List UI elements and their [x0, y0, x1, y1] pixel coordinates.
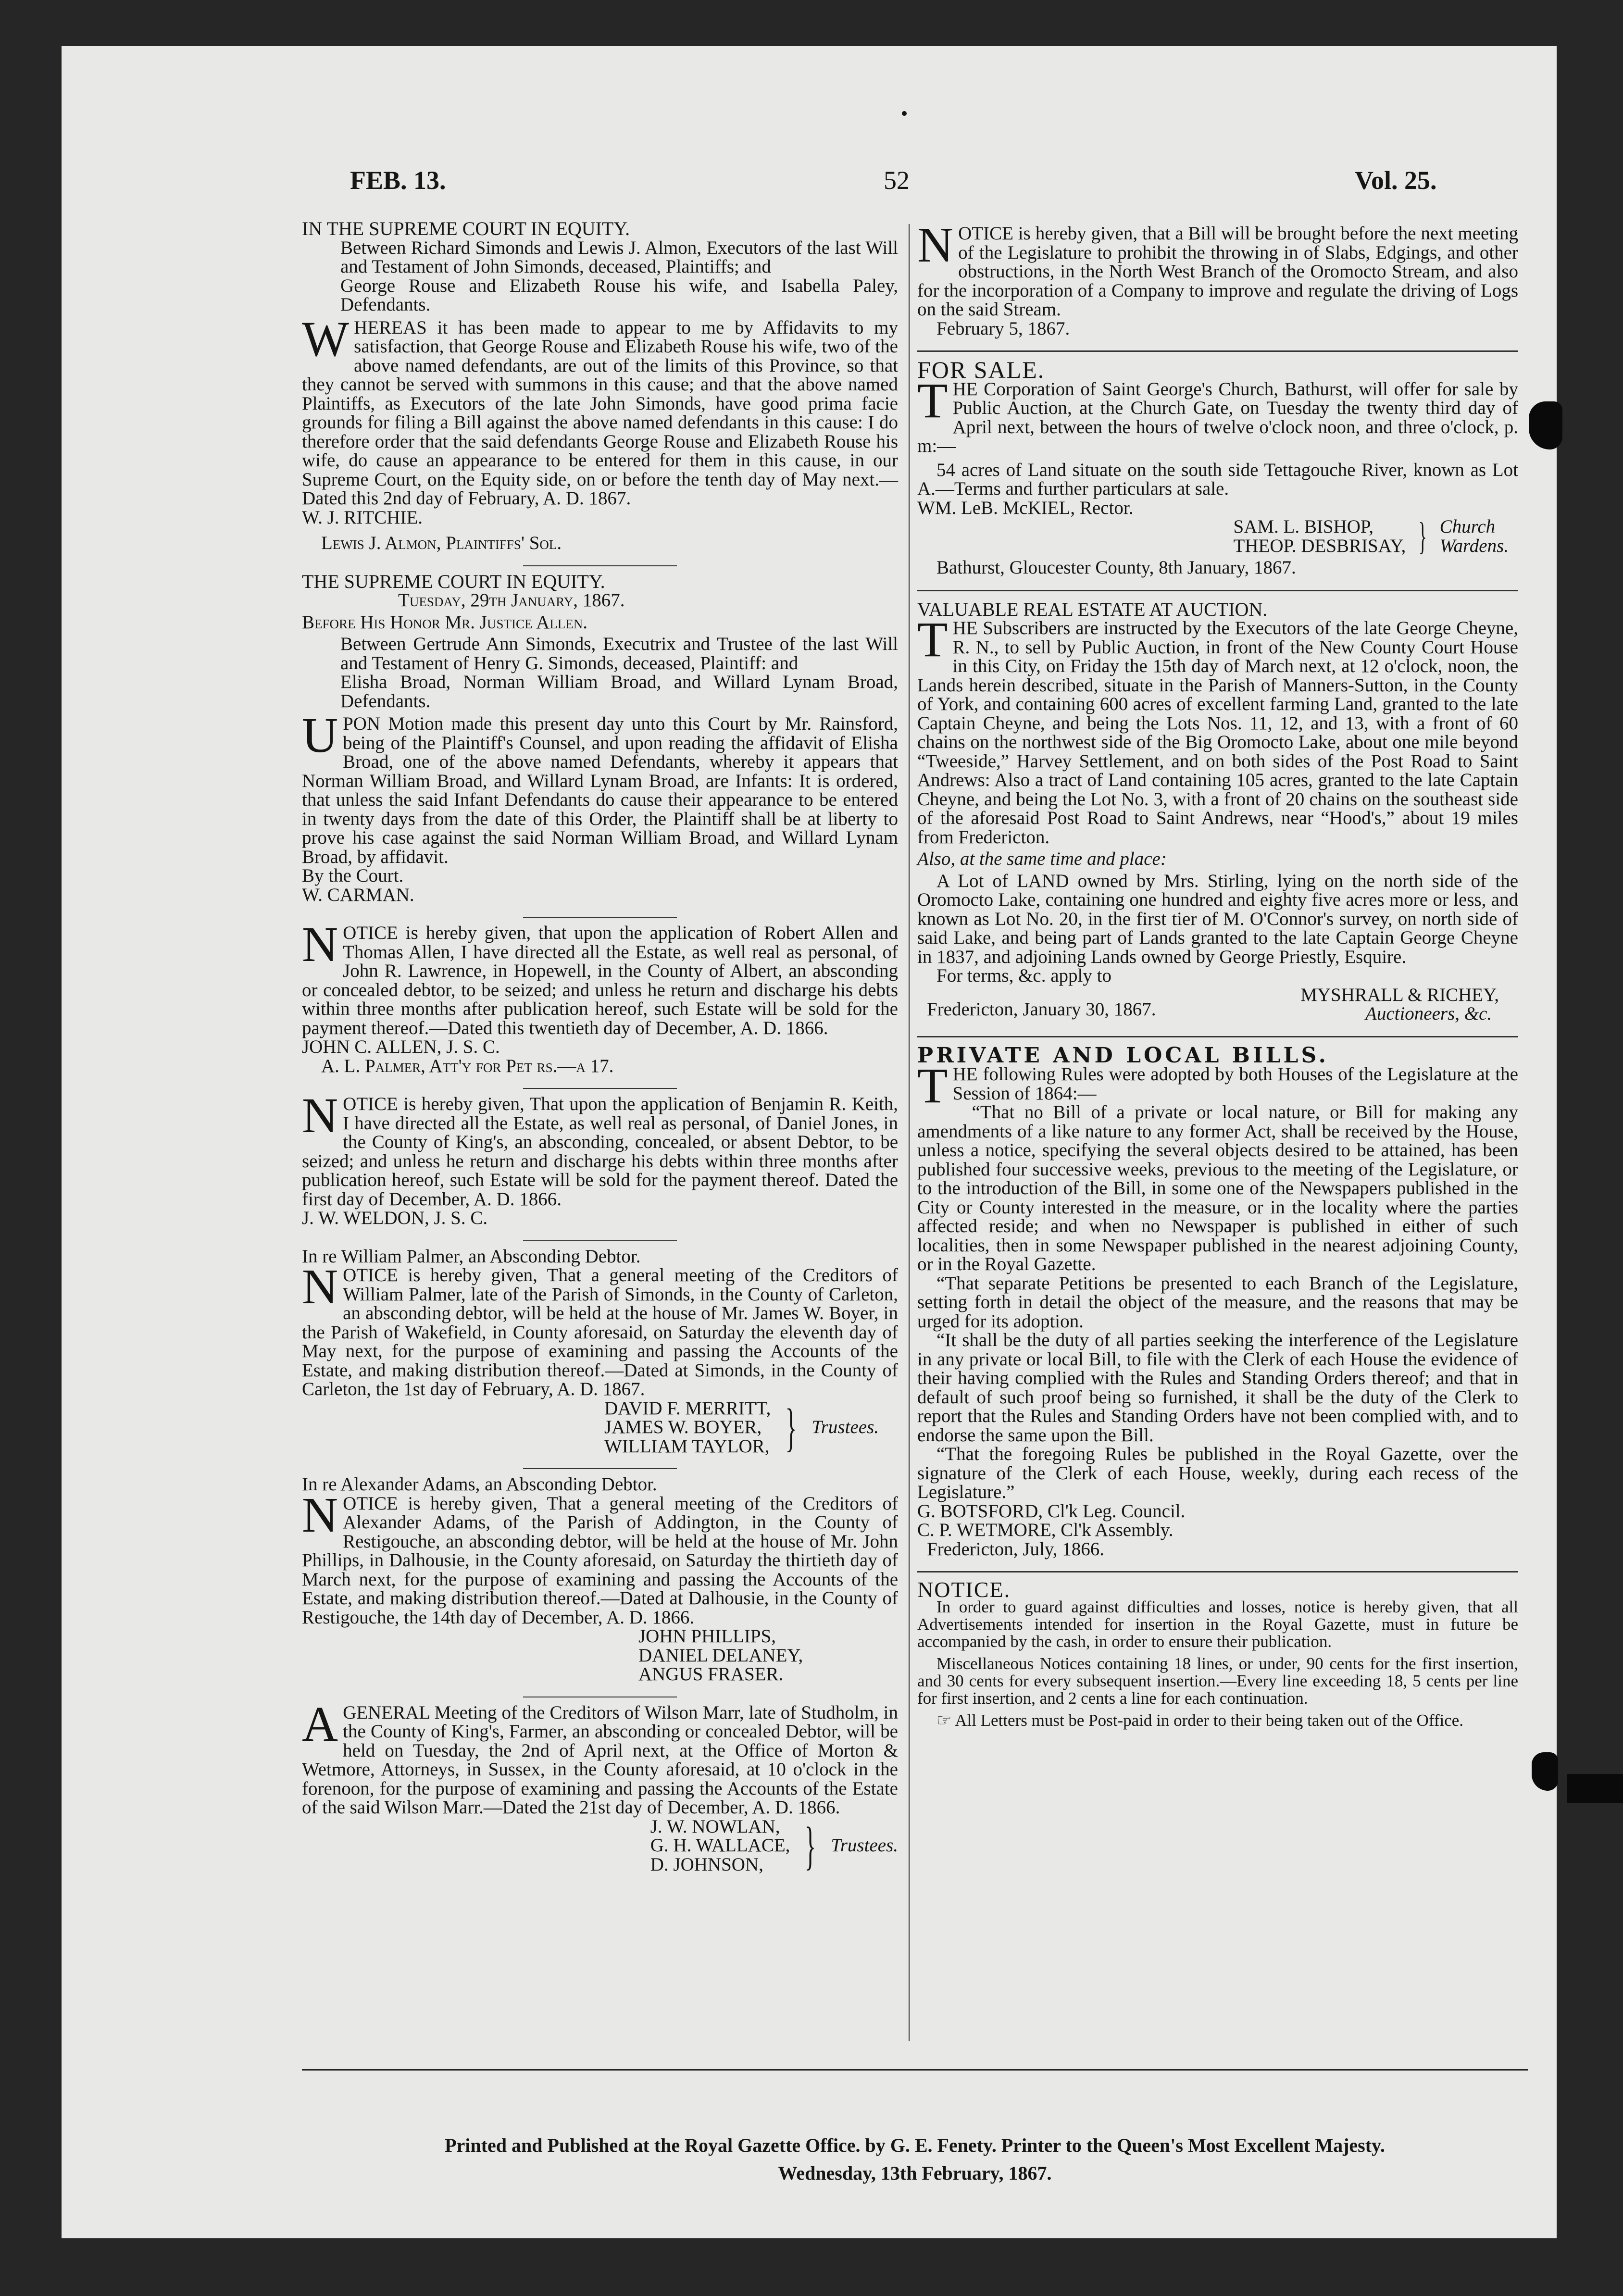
notice-body: 54 acres of Land situate on the south side Tettagouche River, known as Lot A.—Terms and further particulars at sale. [917, 459, 1518, 499]
trustee-name: JOHN PHILLIPS, [638, 1626, 776, 1647]
trustee-block [302, 1817, 898, 1874]
drop-cap: T [917, 612, 948, 667]
left-column [302, 219, 898, 1886]
right-column [917, 217, 1518, 1742]
notice-title: In re William Palmer, an Absconding Debtor. [302, 1246, 641, 1267]
drop-cap: A [302, 1696, 338, 1752]
ink-blot [1532, 1752, 1558, 1791]
divider [917, 1036, 1518, 1037]
notice-date: February 5, 1867. [936, 318, 1070, 339]
notice-marr [302, 1696, 898, 1875]
notice-parties: Between Gertrude Ann Simonds, Executrix and Trustee of the last Will and Testament of Henry G. Simonds, deceased, Plaintiff: and [340, 634, 898, 674]
notice-title: NOTICE. [917, 1577, 1011, 1602]
warden-name: THEOP. DESBRISAY, [1233, 535, 1406, 556]
attorney-line: A. L. Palmer, Att'y for Pet rs.—a 17. [321, 1055, 614, 1076]
divider [523, 917, 677, 918]
notice-title: THE SUPREME COURT IN EQUITY. [302, 570, 605, 592]
notice-also: Also, at the same time and place: [917, 849, 1167, 869]
trustee-name: G. H. WALLACE, [650, 1835, 790, 1856]
notice-body: GENERAL Meeting of the Creditors of Wilson Marr, late of Studholm, in the County of King's, Farmer, an absconding or concealed Debtor, will be held on Tuesday, the 2nd of April next, at the Office of Morton & Wetmore, Attorneys, in Sussex, in the County aforesaid, at 10 o'clock in the forenoon, for the purpose of examining and passing the Accounts of the Estate of the said Wilson Marr.—Dated the 21st day of December, A. D. 1866. [302, 1702, 898, 1818]
notice-advertising [917, 1577, 1518, 1730]
brace-icon: } [1418, 515, 1427, 558]
trustee-role: Trustees. [831, 1835, 898, 1856]
notice-paragraph: Miscellaneous Notices containing 18 lines, or under, 90 cents for the first insertion, and 30 cents for every subsequent insertion.—Every line exceeding 18, 5 cents per line for first insertion, and 2 cents a line for each continuation. [917, 1654, 1518, 1708]
page-header [62, 165, 1557, 218]
notice-title: VALUABLE REAL ESTATE AT AUCTION. [917, 598, 1268, 620]
clerk-signature: C. P. WETMORE, Cl'k Assembly. [917, 1520, 1174, 1540]
notice-before: Before His Honor Mr. Justice Allen. [302, 611, 587, 633]
notice-supreme-court-2 [302, 572, 898, 905]
drop-cap: T [917, 373, 948, 428]
wardens-block [917, 515, 1518, 558]
imprint [302, 2132, 1528, 2187]
clerk-signature: G. BOTSFORD, Cl'k Leg. Council. [917, 1500, 1186, 1522]
imprint-date: Wednesday, 13th February, 1867. [778, 2162, 1052, 2184]
notice-terms: For terms, &c. apply to [936, 965, 1111, 986]
rule-paragraph: “It shall be the duty of all parties seeking the interference of the Legislature in any private or local Bill, to file with the Clerk of each House the evidence of their having complied with the Rules and Standing Orders thereof; and that in default of such proof being so furnished, it shall be the duty of the Clerk to report that the Rules and Standing Orders have not been complied with, and to endorse the same upon the Bill. [917, 1330, 1518, 1446]
court-line: By the Court. [302, 865, 404, 886]
notice-place: Fredericton, January 30, 1867. [927, 998, 1156, 1020]
trustee-name: DANIEL DELANEY, [638, 1645, 803, 1666]
rector-line: WM. LeB. McKIEL, Rector. [917, 497, 1134, 518]
imprint-line: Printed and Published at the Royal Gazette Office. by G. E. Fenety. Printer to the Queen's Most Excellent Majesty. [445, 2134, 1385, 2156]
notice-body: HE Corporation of Saint George's Church, Bathurst, will offer for sale by Public Auction, at the Church Gate, on Tuesday the twenty third day of April next, between the hours of twelve o'clock noon, and three o'clock, p. m:— [917, 378, 1518, 456]
page-number: 52 [884, 166, 910, 195]
auctioneer-role: Auctioneers, &c. [1365, 1003, 1492, 1024]
notice-body: OTICE is hereby given, That upon the application of Benjamin R. Keith, I have directed all the Estate, as well real as personal, of Daniel Jones, in the County of King's, an absconding, concealed, or absent Debtor, to be seized; and unless he return and discharge his debts within three months after publication hereof, such Estate will be sold for the payment thereof. Dated the first day of December, A. D. 1866. [302, 1094, 898, 1210]
divider [523, 1240, 677, 1241]
notice-title: PRIVATE AND LOCAL BILLS. [917, 1043, 1329, 1068]
notice-signer: JOHN C. ALLEN, J. S. C. [302, 1036, 500, 1057]
warden-role: Wardens. [1439, 535, 1509, 556]
notice-oromocto-bill [917, 217, 1518, 339]
notice-private-bills [917, 1043, 1518, 1560]
drop-cap: N [302, 1487, 338, 1543]
drop-cap: U [302, 708, 338, 763]
trustee-block [302, 1399, 898, 1456]
notice-title: FOR SALE. [917, 356, 1045, 383]
rule-paragraph: “That separate Petitions be presented to each Branch of the Legislature, setting forth in detail the object of the measure, and the reasons that may be urged for its adoption. [917, 1273, 1518, 1332]
notice-signer: J. W. WELDON, J. S. C. [302, 1208, 488, 1228]
drop-cap: N [302, 1259, 338, 1314]
notice-body: PON Motion made this present day unto this Court by Mr. Rainsford, being of the Plaintiff's Counsel, and upon reading the affidavit of Elisha Broad, one of the above named Defendants, whereby it appears that Norman William Broad, and Willard Lynam Broad, are Infants: It is ordered, that unless the said Infant Defendants do cause their appearance to be entered in twenty days from the date of this Order, the Plaintiff shall be at liberty to prove his case against the said Norman William Broad, and Willard Lynam Broad, by affidavit. [302, 713, 898, 867]
notice-body: OTICE is hereby given, That a general meeting of the Creditors of Alexander Adams, of the Parish of Addington, in the County of Restigouche, an absconding debtor, will be held at the house of Mr. John Phillips, in Dalhousie, in the County aforesaid, on Saturday the thirtieth day of March next, for the purpose of examining and passing the Accounts of the Estate, and making distribution thereof.—Dated at Dalhousie, in the County of Restigouche, the 14th day of December, A. D. 1866. [302, 1493, 898, 1628]
ink-blot [1567, 1774, 1623, 1803]
notice-paragraph: ☞ All Letters must be Post-paid in order to their being taken out of the Office. [936, 1711, 1464, 1730]
volume-number: Vol. 25. [1355, 166, 1437, 195]
notice-parties: Elisha Broad, Norman William Broad, and Willard Lynam Broad, Defendants. [340, 672, 898, 711]
notice-place: Fredericton, July, 1866. [927, 1538, 1104, 1560]
notice-parties: Between Richard Simonds and Lewis J. Almon, Executors of the last Will and Testament of John Simonds, deceased, Plaintiffs; and [340, 237, 898, 277]
notice-allen [302, 917, 898, 1076]
drop-cap: W [302, 311, 350, 367]
notice-real-estate [917, 600, 1518, 1023]
trustee-name: DAVID F. MERRITT, [604, 1398, 771, 1419]
drop-cap: T [917, 1058, 948, 1113]
warden-role: Church [1439, 516, 1496, 537]
trustee-name: ANGUS FRASER. [638, 1664, 784, 1685]
notice-body: HEREAS it has been made to appear to me by Affidavits to my satisfaction, that George Rouse and Elizabeth Rouse his wife, two of the above named defendants, are out of the limits of this Province, so that they cannot be served with summons in this cause; and that the above named Plaintiffs, as Executors of the late John Simonds, have good prima facie grounds for filing a Bill against the above named defendants in this cause: I do therefore order that the said defendants George Rouse and Elizabeth Rouse his wife, do cause an appearance to be entered for them in this cause, in our Supreme Court, on the Equity side, on or before the tenth day of May next.—Dated this 2nd day of February, A. D. 1867. [302, 317, 898, 509]
rule-paragraph: “That the foregoing Rules be published in the Royal Gazette, over the signature of the Clerk of each House, weekly, during each recess of the Legislature.” [917, 1444, 1518, 1502]
notice-paragraph: In order to guard against difficulties and losses, notice is hereby given, that all Advertisements intended for insertion in the Royal Gazette, must in future be accompanied by the cash, in order to ensure their publication. [917, 1597, 1518, 1651]
trustee-name: D. JOHNSON, [650, 1854, 763, 1875]
divider [917, 1571, 1518, 1572]
notice-body: HE following Rules were adopted by both Houses of the Legislature at the Session of 1864:— [952, 1064, 1518, 1104]
warden-name: SAM. L. BISHOP, [1233, 516, 1374, 537]
trustee-role: Trustees. [812, 1417, 879, 1437]
divider [523, 1088, 677, 1089]
drop-cap: N [917, 217, 954, 273]
notice-body: OTICE is hereby given, That a general meeting of the Creditors of William Palmer, late of the Parish of Simonds, in the County of Carleton, an absconding debtor, will be held at the house of Mr. James W. Boyer, in the Parish of Wakefield, in County aforesaid, on Saturday the eleventh day of May next, for the purpose of examining and passing the Accounts of the Estate, and making distribution thereof.—Dated at Simonds, in the County of Carleton, the 1st day of February, A. D. 1867. [302, 1265, 898, 1399]
notice-for-sale [917, 356, 1518, 578]
notice-parties: George Rouse and Elizabeth Rouse his wife, and Isabella Paley, Defendants. [340, 275, 898, 315]
notice-body: HE Subscribers are instructed by the Executors of the late George Cheyne, R. N., to sell by Public Auction, in front of the New County Court House in this City, on Friday the 15th day of March next, at 12 o'clock, noon, the Lands herein described, situate in the Parish of Manners-Sutton, in the County of York, and containing 600 acres of excellent farming Land, granted to the late Captain Cheyne, and being the Lots Nos. 11, 12, and 13, with a front of 60 chains on the northwest side of the Big Oromocto Lake, about one mile beyond “Tweeside,” Harvey Settlement, and on both sides of the Post Road to Saint Andrews: Also a tract of Land containing 105 acres, granted to the late Captain Cheyne, and being the Lot No. 3, with a front of 20 chains on the southeast side of the aforesaid Post Road to Saint Andrews, near “Hood's,” about 19 miles from Fredericton. [917, 618, 1518, 848]
drop-cap: N [302, 1088, 338, 1143]
brace-icon: } [804, 1816, 816, 1875]
footer-divider [302, 2069, 1528, 2071]
notice-keith [302, 1088, 898, 1228]
brace-icon: } [785, 1398, 797, 1457]
divider [523, 1468, 677, 1469]
trustee-name: JAMES W. BOYER, [604, 1417, 762, 1437]
divider [917, 350, 1518, 352]
rule-paragraph: “That no Bill of a private or local nature, or Bill for making any amendments of a like nature to any former Act, shall be received by the House, unless a notice, specifying the several objects desired to be attained, has been published four successive weeks, previous to the meeting of the Legislature, or to the introduction of the Bill, in some one of the Newspapers published in the City or County interested in the measure, or in the locality where the parties affected reside; and when no Newspaper is published in either of such localities, then in some Newspaper published in the nearest adjoining County, or in the Royal Gazette. [917, 1102, 1518, 1274]
divider [523, 565, 677, 566]
header-date: FEB. 13. [350, 166, 446, 195]
ink-blot [1529, 401, 1562, 449]
column-divider [909, 224, 910, 2041]
trustee-name: J. W. NOWLAN, [650, 1816, 780, 1837]
newspaper-page [62, 46, 1557, 2238]
divider [917, 590, 1518, 591]
drop-cap: N [302, 917, 338, 972]
solicitor-line: Lewis J. Almon, Plaintiffs' Sol. [321, 533, 562, 553]
notice-supreme-court-1 [302, 219, 898, 553]
notice-adams [302, 1475, 898, 1684]
notice-body: OTICE is hereby given, that upon the application of Robert Allen and Thomas Allen, I have directed all the Estate, as well real as personal, of John R. Lawrence, in Hopewell, in the County of Albert, an absconding or concealed debtor, to be seized; and unless he return and discharge his debts within three months after publication hereof, such Estate will be sold for the payment thereof.—Dated this twentieth day of December, A. D. 1866. [302, 923, 898, 1038]
notice-title: In re Alexander Adams, an Absconding Debtor. [302, 1474, 657, 1495]
notice-body: OTICE is hereby given, that a Bill will be brought before the next meeting of the Legislature to prohibit the throwing in of Slabs, Edgings, and other obstructions, in the North West Branch of the Oromocto Stream, and also for the incorporation of a Company to improve and regulate the driving of Logs on the said Stream. [917, 223, 1518, 320]
auctioneer-name: MYSHRALL & RICHEY, [1300, 984, 1499, 1005]
notice-title: IN THE SUPREME COURT IN EQUITY. [302, 218, 630, 239]
notice-date: Tuesday, 29th January, 1867. [398, 590, 625, 611]
trustee-name: WILLIAM TAYLOR, [604, 1435, 770, 1457]
notice-signer: W. J. RITCHIE. [302, 507, 423, 528]
notice-place: Bathurst, Gloucester County, 8th January, 1867. [936, 557, 1296, 578]
notice-body: A Lot of LAND owned by Mrs. Stirling, lying on the north side of the Oromocto Lake, containing one hundred and eighty five acres more or less, and known as Lot No. 20, in the first tier of M. O'Connor's survey, on north side of said Lake, and being part of Lands granted to the late Captain George Cheyne in 1837, and adjoining Lands owned by George Priestly, Esquire. [917, 870, 1518, 967]
notice-palmer [302, 1247, 898, 1456]
notice-signer: W. CARMAN. [302, 884, 414, 905]
ink-dot [902, 111, 907, 116]
